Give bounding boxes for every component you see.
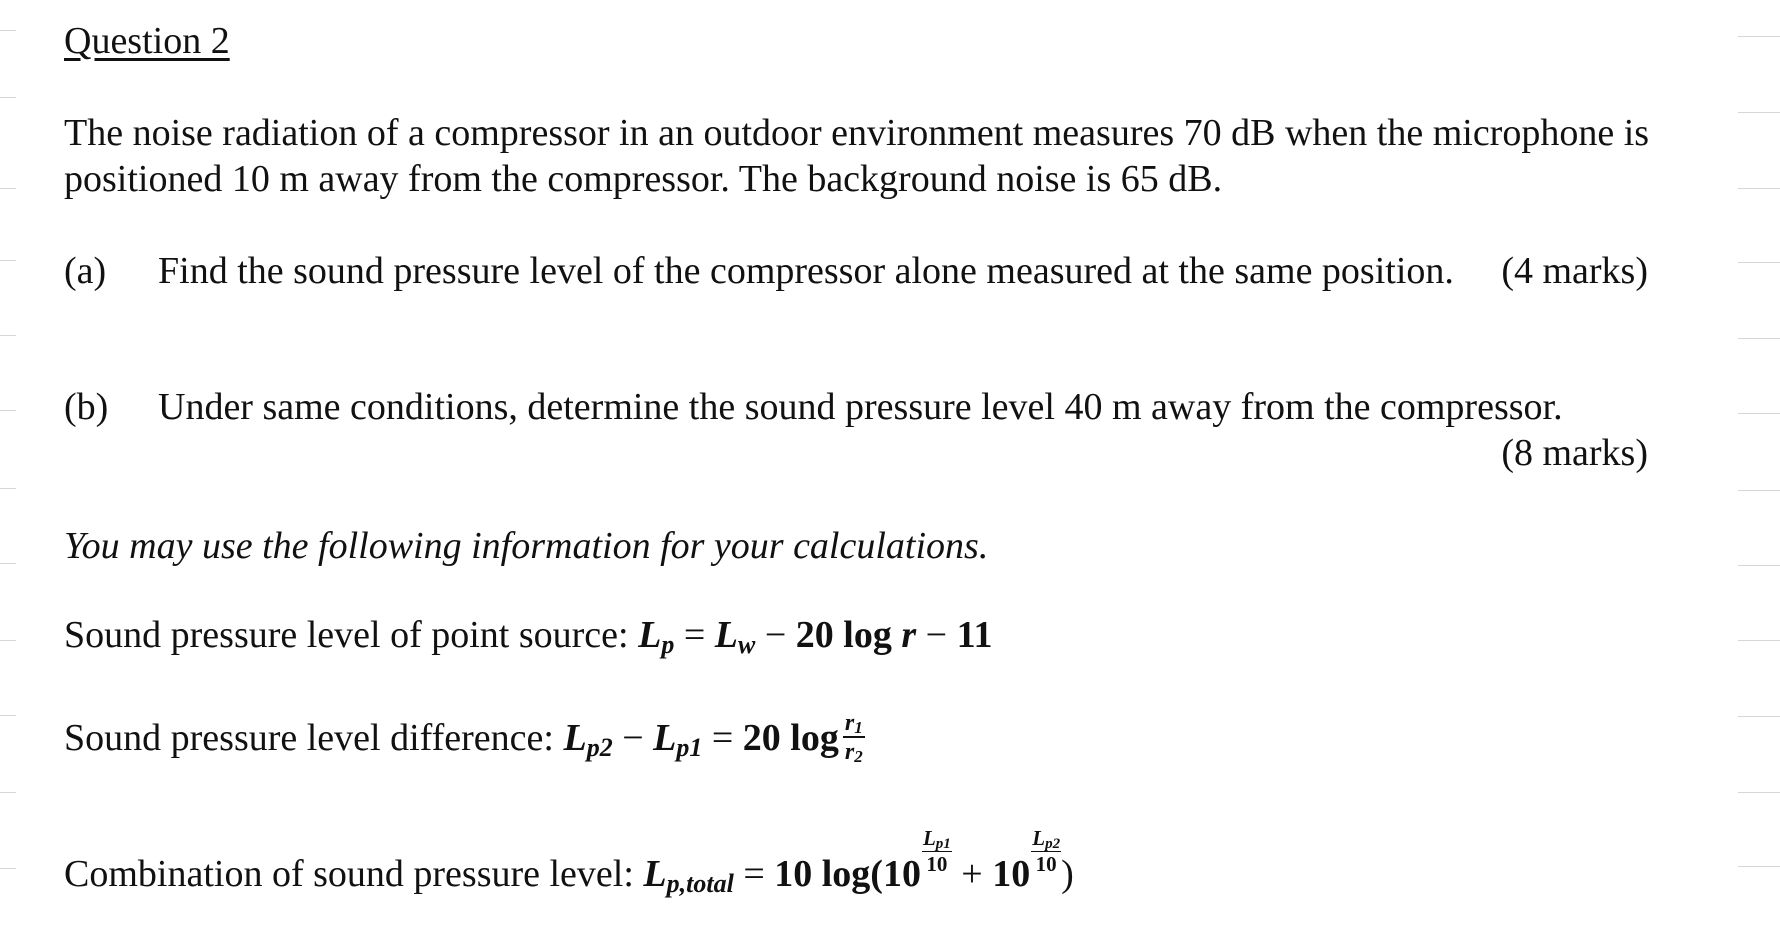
margin-rule <box>0 868 16 869</box>
part-marks: (8 marks) <box>1501 432 1648 474</box>
formula-label: Combination of sound pressure level: <box>64 853 634 895</box>
margin-rule <box>0 188 16 189</box>
margin-rule <box>1738 792 1780 793</box>
margin-rule <box>0 30 16 31</box>
formula-expression: $L_{p2} - L_{p1} = 20$ log $\frac{r_1}{r_2}$ <box>563 710 863 766</box>
margin-rule <box>0 488 16 489</box>
formula-difference <box>64 710 865 768</box>
margin-rule <box>1738 413 1780 414</box>
margin-rule <box>1738 338 1780 339</box>
margin-rule <box>0 410 16 411</box>
margin-rule <box>0 640 16 641</box>
question-title: Question 2 <box>64 20 230 62</box>
margin-rule <box>0 715 16 716</box>
margin-rule <box>1738 866 1780 867</box>
formula-combination <box>64 826 1074 898</box>
part-text: Under same conditions, determine the sound pressure level 40 m away from the compressor. <box>158 386 1563 428</box>
margin-rule <box>0 563 16 564</box>
margin-rule <box>1738 640 1780 641</box>
margin-rule <box>1738 716 1780 717</box>
margin-rule <box>0 97 16 98</box>
formula-point-source <box>64 612 992 658</box>
formula-label: Sound pressure level of point source: <box>64 614 629 656</box>
part-text: Find the sound pressure level of the compressor alone measured at the same position. <box>158 250 1454 292</box>
margin-rule <box>1738 188 1780 189</box>
formula-expression: $L_{p,total} = 10$ log(10 $\frac{L_{p1}}{10}$ + 10 $\frac{L_{p2}}{10}$ ) <box>643 826 1074 898</box>
formula-label: Sound pressure level difference: <box>64 717 554 760</box>
question-intro: The noise radiation of a compressor in an outdoor environment measures 70 dB when the microphone is positioned 10 m away from the compressor. The background noise is 65 dB. <box>64 112 1650 200</box>
margin-rule <box>1738 36 1780 37</box>
part-label: (b) <box>64 386 109 428</box>
part-marks: (4 marks) <box>1501 250 1648 292</box>
margin-rule <box>1738 112 1780 113</box>
margin-rule <box>1738 565 1780 566</box>
margin-rule <box>0 792 16 793</box>
exponent-lp1: $\frac{L_{p1}}{10}$ <box>922 826 951 876</box>
margin-rule <box>0 260 16 261</box>
formula-expression: $L_p = L_w - 20$ log r − 11 <box>638 614 993 659</box>
margin-rule <box>0 335 16 336</box>
part-label: (a) <box>64 250 107 292</box>
distance-ratio: $\frac{r_1}{r_2}$ <box>844 710 863 766</box>
margin-rule <box>1738 490 1780 491</box>
margin-rule <box>1738 262 1780 263</box>
info-note: You may use the following information for your calculations. <box>64 525 989 567</box>
exponent-lp2: $\frac{L_{p2}}{10}$ <box>1032 826 1061 876</box>
